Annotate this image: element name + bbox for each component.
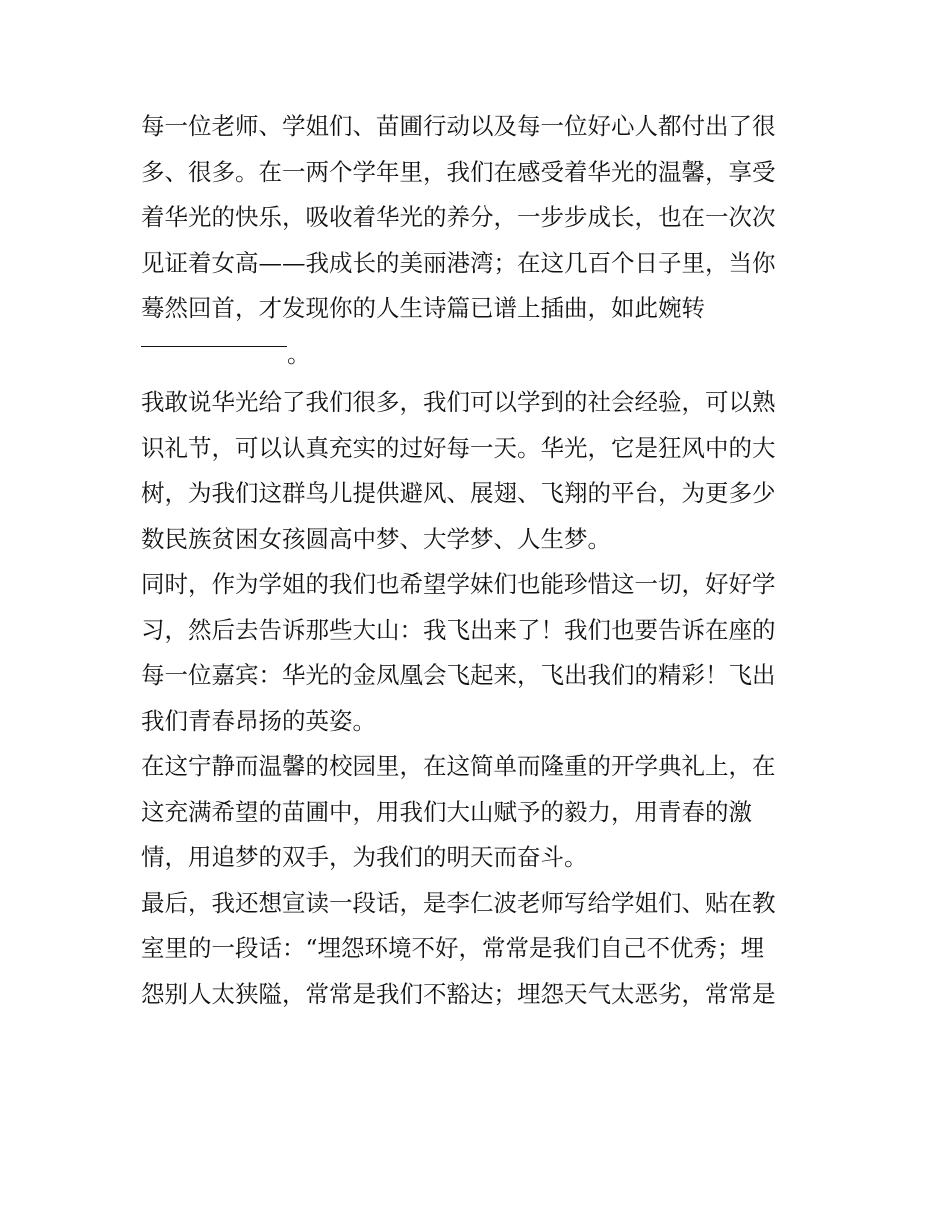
paragraph-2 (141, 380, 811, 562)
text-line: 在这宁静而温馨的校园里，在这简单而隆重的开学典礼上，在 (141, 752, 776, 780)
text-line: 情，用追梦的双手，为我们的明天而奋斗。 (141, 843, 588, 871)
text-line: 我们青春昂扬的英姿。 (141, 706, 376, 735)
text-line: 见证着女高——我成长的美丽港湾；在这几百个日子里，当你 (141, 248, 776, 277)
paragraph-5 (141, 881, 811, 1018)
paragraph-3 (141, 562, 811, 744)
text-line: 最后，我还想宣读一段话，是李仁波老师写给学姐们、贴在教 (141, 888, 776, 917)
text-line: 识礼节，可以认真充实的过好每一天。华光，它是狂风中的大 (141, 433, 776, 462)
document-body (141, 104, 811, 1017)
text-line: 着华光的快乐，吸收着华光的养分，一步步成长，也在一次次 (141, 203, 776, 231)
text-line: 每一位嘉宾：华光的金凤凰会飞起来，飞出我们的精彩！飞出 (141, 661, 776, 689)
text-line: 室里的一段话：“埋怨环境不好，常常是我们自己不优秀；埋 (141, 934, 765, 962)
blank-line (141, 332, 811, 378)
fill-in-blank (141, 345, 287, 347)
text-line: 每一位老师、学姐们、苗圃行动以及每一位好心人都付出了很 (141, 112, 776, 140)
text-line: 我敢说华光给了我们很多，我们可以学到的社会经验，可以熟 (141, 388, 776, 416)
paragraph-1 (141, 104, 811, 377)
text-line: 这充满希望的苗圃中，用我们大山赋予的毅力，用青春的激 (141, 797, 752, 826)
text-line: 蓦然回首，才发现你的人生诗篇已谱上插曲，如此婉转 (141, 294, 705, 322)
text-line: 同时，作为学姐的我们也希望学妹们也能珍惜这一切，好好学 (141, 570, 776, 598)
text-line: 数民族贫困女孩圆高中梦、大学梦、人生梦。 (141, 524, 611, 553)
text-line: 多、很多。在一两个学年里，我们在感受着华光的温馨，享受 (141, 157, 776, 186)
blank-suffix: 。 (287, 339, 311, 368)
paragraph-4 (141, 744, 811, 881)
text-line: 怨别人太狭隘，常常是我们不豁达；埋怨天气太恶劣，常常是 (141, 979, 776, 1008)
text-line: 习，然后去告诉那些大山：我飞出来了！我们也要告诉在座的 (141, 615, 776, 644)
text-line: 树，为我们这群鸟儿提供避风、展翅、飞翔的平台，为更多少 (141, 479, 776, 507)
